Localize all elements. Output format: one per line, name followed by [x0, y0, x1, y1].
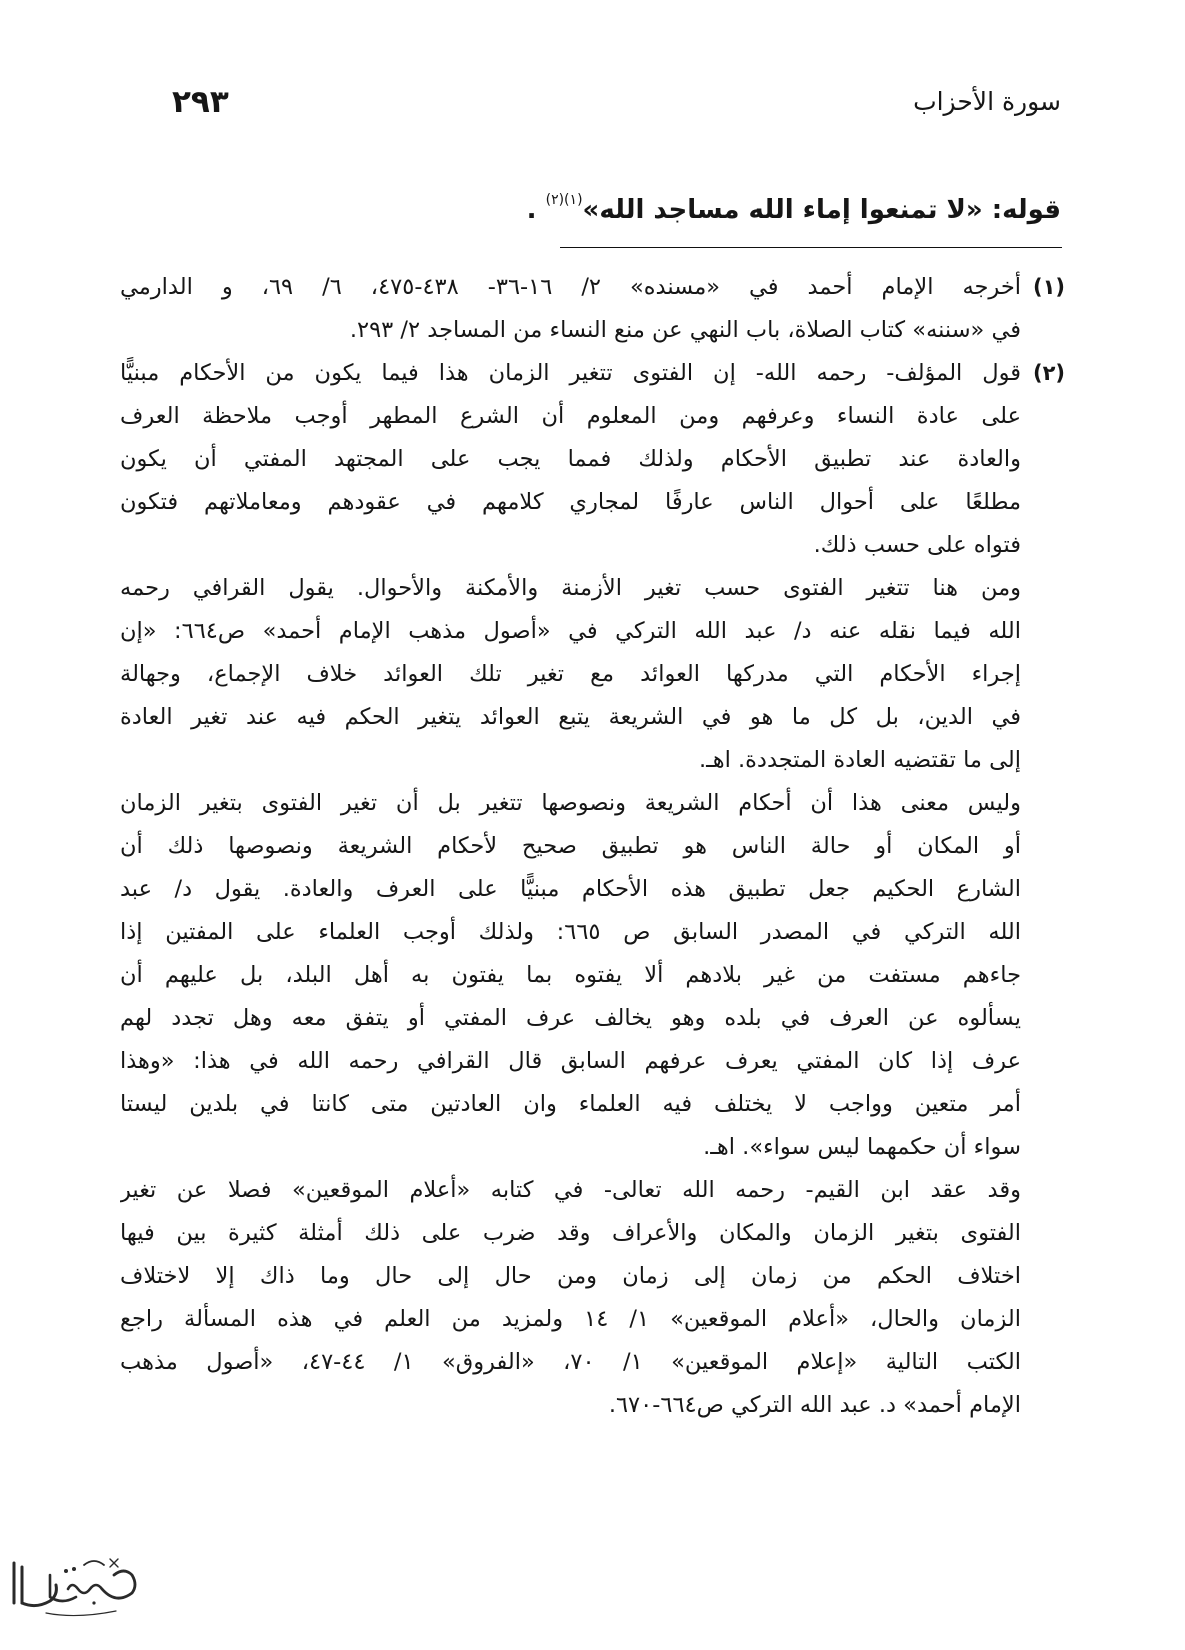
footnote-line: اختلاف الحكم من زمان إلى زمان ومن حال إلى حال وما ذاك إلا لاختلاف [120, 1263, 1021, 1289]
footnote-line: فتواه على حسب ذلك. [813, 532, 1021, 558]
footnote-line: قول المؤلف- رحمه الله- إن الفتوى تتغير الزمان هذا فيما يكون من الأحكام مبنيًّا [120, 360, 1021, 386]
footnote-content [120, 352, 1021, 1427]
footnote-line: أو المكان أو حالة الناس هو تطبيق صحيح لأحكام الشريعة ونصوصها ذلك أن [120, 833, 1021, 859]
footnotes [120, 266, 1065, 1427]
verse-line [527, 180, 1061, 230]
footnote-content [120, 266, 1021, 352]
page-number: ٢٩٣ [172, 84, 229, 120]
footnote-line: وقد عقد ابن القيم- رحمه الله تعالى- في كتابه «أعلام الموقعين» فصلا عن تغير [120, 1177, 1021, 1203]
footnote-2 [120, 352, 1065, 1427]
footnote-marker: (٢) [1032, 361, 1065, 385]
footnote-marker: (١) [1032, 275, 1065, 299]
verse-text: قوله: «لا تمنعوا إماء الله مساجد الله» [582, 195, 1061, 225]
footnote-paragraph [120, 352, 1021, 567]
footnote-line: وليس معنى هذا أن أحكام الشريعة ونصوصها تتغير بل أن تغير الفتوى بتغير الزمان [120, 790, 1021, 816]
footnote-line: الكتب التالية «إعلام الموقعين» ١/ ٧٠، «الفروق» ١/ ٤٤-٤٧، «أصول مذهب [120, 1349, 1021, 1375]
footnote-line: الزمان والحال، «أعلام الموقعين» ١/ ١٤ ولمزيد من العلم في هذه المسألة راجع [120, 1306, 1021, 1332]
footnote-line: في الدين، بل كل ما هو في الشريعة يتبع العوائد يتغير الحكم فيه عند تغير العادة [120, 704, 1021, 730]
footnote-line: ومن هنا تتغير الفتوى حسب تغير الأزمنة والأمكنة والأحوال. يقول القرافي رحمه [120, 575, 1021, 601]
verse-end: . [526, 195, 546, 225]
footnote-1 [120, 266, 1065, 352]
footnote-separator [560, 247, 1062, 248]
footnote-paragraph [120, 567, 1021, 782]
footnote-line: مطلعًا على أحوال الناس عارفًا لمجاري كلامهم في عقودهم ومعاملاتهم فتكون [120, 489, 1021, 515]
running-title: سورة الأحزاب [913, 87, 1061, 116]
footnote-line: على عادة النساء وعرفهم ومن المعلوم أن الشرع المطهر أوجب ملاحظة العرف [120, 403, 1021, 429]
footnote-line: في «سننه» كتاب الصلاة، باب النهي عن منع النساء من المساجد ٢/ ٢٩٣. [349, 317, 1021, 343]
footnote-line: أمر متعين وواجب لا يختلف فيه العلماء وان العادتين متى كانتا في بلدين ليستا [120, 1091, 1021, 1117]
footnote-line: جاءهم مستفت من غير بلادهم ألا يفتوه بما يفتون به أهل البلد، بل عليهم أن [120, 962, 1021, 988]
footnote-paragraph [120, 782, 1021, 1169]
footnote-paragraph [120, 1169, 1021, 1427]
footnote-line: الإمام أحمد» د. عبد الله التركي ص٦٦٤-٦٧٠. [608, 1392, 1021, 1418]
footnote-line: يسألوه عن العرف في بلده وهو يخالف عرف المفتي أو يتفق معه وهل تجدد لهم [120, 1005, 1021, 1031]
footnote-line: إجراء الأحكام التي مدركها العوائد مع تغير تلك العوائد خلاف الإجماع، وجهالة [120, 661, 1021, 687]
footnote-references: (١)(٢) [545, 192, 583, 208]
watermark-logo [6, 1545, 144, 1621]
footnote-paragraph [120, 266, 1021, 352]
footnote-line: الله التركي في المصدر السابق ص ٦٦٥: ولذلك أوجب العلماء على المفتين إذا [120, 919, 1021, 945]
footnote-line: عرف إذا كان المفتي يعرف عرفهم السابق قال القرافي رحمه الله في هذا: «وهذا [120, 1048, 1021, 1074]
footnote-line: والعادة عند تطبيق الأحكام ولذلك فمما يجب على المجتهد المفتي أن يكون [120, 446, 1021, 472]
footnote-line: الشارع الحكيم جعل تطبيق هذه الأحكام مبنيًّا على العرف والعادة. يقول د/ عبد [120, 876, 1021, 902]
footnote-line: الفتوى بتغير الزمان والمكان والأعراف وقد ضرب على ذلك أمثلة كثيرة بين فيها [120, 1220, 1021, 1246]
footnote-line: إلى ما تقتضيه العادة المتجددة. اهـ. [698, 747, 1021, 773]
footnote-line: الله فيما نقله عنه د/ عبد الله التركي في «أصول مذهب الإمام أحمد» ص٦٦٤: «إن [120, 618, 1021, 644]
footnote-line: أخرجه الإمام أحمد في «مسنده» ٢/ ١٦-٣٦- ٤٣٨-٤٧٥، ٦/ ٦٩، و الدارمي [120, 274, 1021, 300]
footnote-line: سواء أن حكمهما ليس سواء». اهـ. [703, 1134, 1021, 1160]
